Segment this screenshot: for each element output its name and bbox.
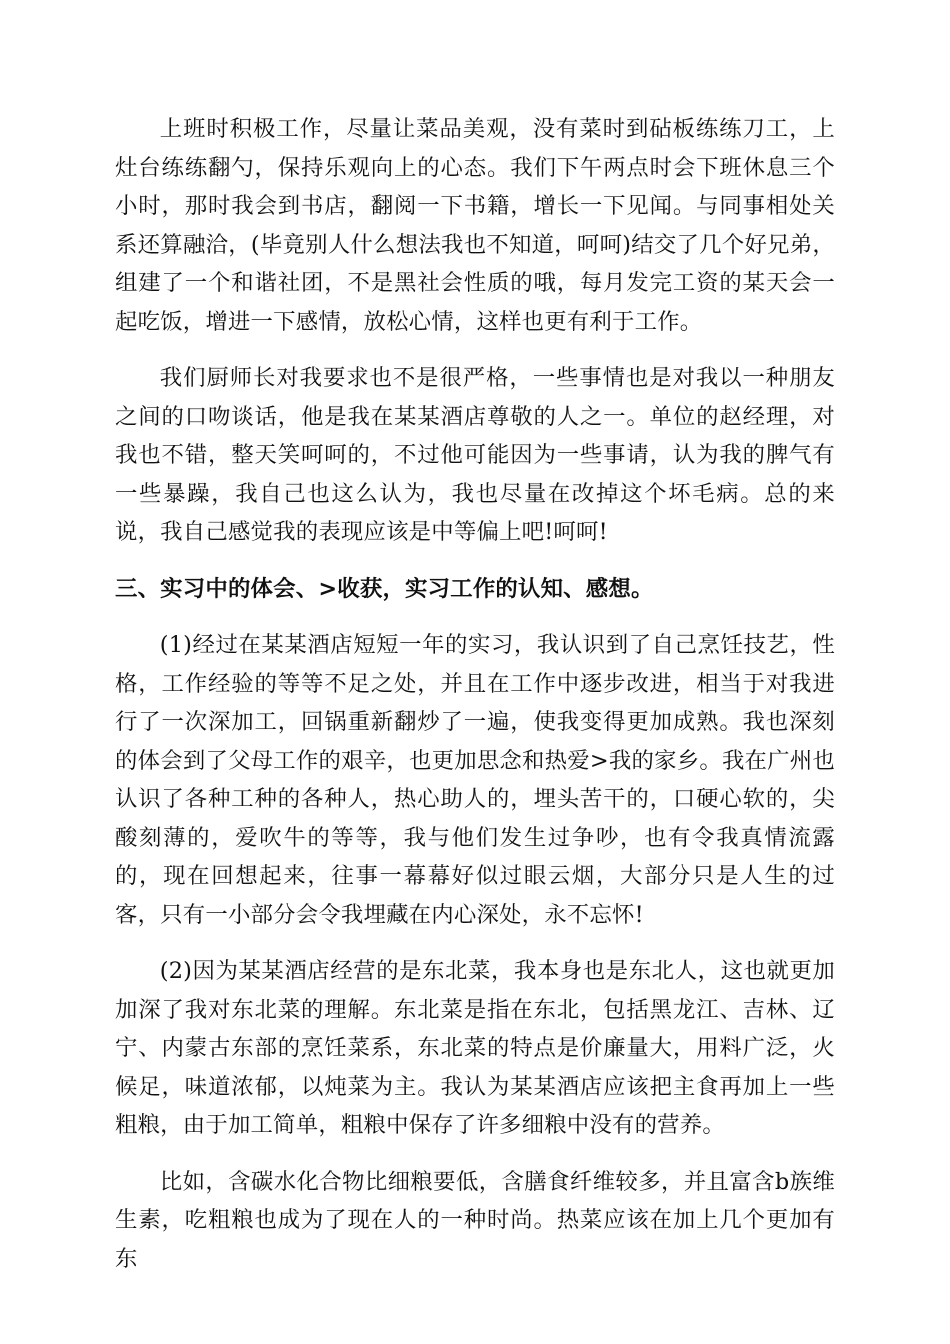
paragraph-point-1: (1)经过在某某酒店短短一年的实习，我认识到了自己烹饪技艺，性格，工作经验的等等不足之处，并且在工作中逐步改进，相当于对我进行了一次深加工，回锅重新翻炒了一遍，使我变得更加成熟。我也深刻的体会到了父母工作的艰辛，也更加思念和热爱>我的家乡。我在广州也认识了各种工种的各种人，热心助人的，埋头苦干的，口硬心软的，尖酸刻薄的，爱吹牛的等等，我与他们发生过争吵，也有令我真情流露的，现在回想起来，往事一幕幕好似过眼云烟，大部分只是人生的过客，只有一小部分会令我埋藏在内心深处，永不忘怀! [115, 632, 835, 928]
paragraph-coarse-grain: 比如，含碳水化合物比细粮要低，含膳食纤维较多，并且富含b族维生素，吃粗粮也成为了现在人的一种时尚。热菜应该在加上几个更加有东 [115, 1168, 835, 1272]
paragraph-point-2: (2)因为某某酒店经营的是东北菜，我本身也是东北人，这也就更加加深了我对东北菜的理解。东北菜是指在东北，包括黑龙江、吉林、辽宁、内蒙古东部的烹饪菜系，东北菜的特点是价廉量大，用料广泛，火候足，味道浓郁，以炖菜为主。我认为某某酒店应该把主食再加上一些粗粮，由于加工简单，粗粮中保存了许多细粮中没有的营养。 [115, 958, 835, 1138]
paragraph-chef-and-manager: 我们厨师长对我要求也不是很严格，一些事情也是对我以一种朋友之间的口吻谈话，他是我在某某酒店尊敬的人之一。单位的赵经理，对我也不错，整天笑呵呵的，不过他可能因为一些事请，认为我的脾气有一些暴躁，我自己也这么认为，我也尽量在改掉这个坏毛病。总的来说，我自己感觉我的表现应该是中等偏上吧!呵呵! [115, 365, 835, 545]
paragraph-work-attitude: 上班时积极工作，尽量让菜品美观，没有菜时到砧板练练刀工，上灶台练练翻勺，保持乐观向上的心态。我们下午两点时会下班休息三个小时，那时我会到书店，翻阅一下书籍，增长一下见闻。与同事相处关系还算融洽，(毕竟别人什么想法我也不知道，呵呵)结交了几个好兄弟，组建了一个和谐社团，不是黑社会性质的哦，每月发完工资的某天会一起吃饭，增进一下感情，放松心情，这样也更有利于工作。 [115, 116, 835, 335]
section-heading-3: 三、实习中的体会、>收获，实习工作的认知、感想。 [115, 575, 654, 602]
document-body [115, 110, 835, 1296]
